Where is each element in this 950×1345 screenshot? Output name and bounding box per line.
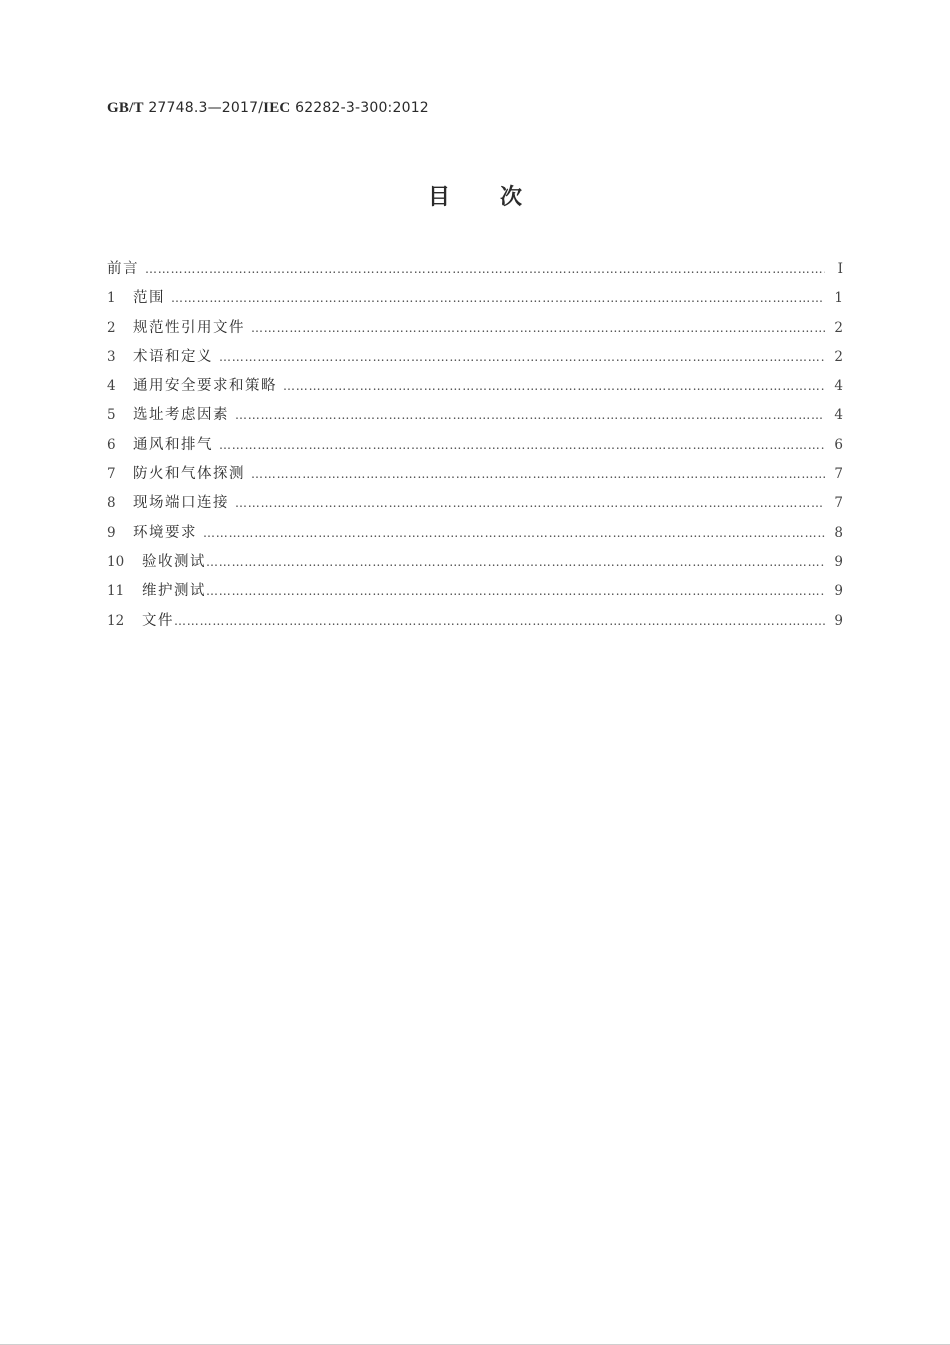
- toc-entry-page: 6: [834, 436, 843, 453]
- toc-entry-page: 9: [834, 612, 843, 629]
- toc-entry-1[interactable]: [107, 286, 843, 315]
- title-char-1: 目: [427, 185, 450, 210]
- iec-code: IEC: [263, 100, 291, 116]
- toc-dot-leader: [219, 350, 825, 364]
- toc-dot-leader: [251, 321, 825, 335]
- toc-entry-12[interactable]: [107, 609, 843, 638]
- toc-entry-label: 前言: [107, 261, 139, 277]
- toc-entry-7[interactable]: [107, 462, 843, 491]
- toc-entry-page: 8: [834, 524, 843, 541]
- toc-dot-leader: [145, 262, 825, 276]
- toc-entry-label: 验收测试: [142, 553, 206, 570]
- toc-entry-number: 10: [107, 553, 125, 570]
- toc-entry-number: 3: [107, 348, 116, 365]
- toc-dot-leader: [219, 438, 825, 452]
- standard-code: GB/T: [107, 100, 144, 116]
- toc-entry-number: 2: [107, 319, 116, 336]
- toc-dot-leader: [235, 408, 825, 422]
- toc-dot-leader: [251, 467, 825, 481]
- toc-entry-label: 选址考虑因素: [133, 407, 229, 424]
- toc-entry-number: 12: [107, 612, 125, 629]
- toc-dot-leader: [283, 379, 825, 393]
- toc-entry-label: 文件: [142, 612, 174, 629]
- standard-header: [107, 100, 429, 117]
- toc-entry-number: 6: [107, 436, 116, 453]
- toc-entry-page: 7: [834, 466, 843, 483]
- toc-entry-label: 维护测试: [142, 583, 206, 600]
- title-char-2: 次: [500, 185, 523, 210]
- toc-dot-leader: [235, 496, 825, 510]
- toc-entry-8[interactable]: [107, 491, 843, 520]
- toc-entry-label: 范围: [133, 290, 165, 307]
- toc-entry-label: 规范性引用文件: [133, 319, 245, 336]
- toc-entry-page: 4: [834, 378, 843, 395]
- toc-entry-page: 2: [834, 348, 843, 365]
- toc-entry-6[interactable]: [107, 433, 843, 462]
- toc-entry-2[interactable]: [107, 316, 843, 345]
- toc-entry-number: 5: [107, 407, 116, 424]
- toc-entry-page: 1: [834, 290, 843, 307]
- toc-entry-number: 8: [107, 495, 116, 512]
- toc-dot-leader: [206, 584, 825, 598]
- toc-entry-page: 9: [834, 583, 843, 600]
- toc-entry-10[interactable]: [107, 550, 843, 579]
- toc-entry-label: 现场端口连接: [133, 495, 229, 512]
- iec-number: 62282-3-300:2012: [295, 100, 429, 116]
- page-title: [0, 180, 950, 211]
- toc-entry-page: 9: [834, 553, 843, 570]
- toc-entry-4[interactable]: [107, 374, 843, 403]
- toc-entry-9[interactable]: [107, 521, 843, 550]
- toc-entry-label: 环境要求: [133, 524, 197, 541]
- toc-entry-page: 7: [834, 495, 843, 512]
- toc-entry-number: 1: [107, 290, 116, 307]
- toc-entry-label: 术语和定义: [133, 348, 213, 365]
- toc-dot-leader: [203, 526, 825, 540]
- toc-dot-leader: [171, 291, 825, 305]
- toc-entry-number: 9: [107, 524, 116, 541]
- toc-entry-label: 通风和排气: [133, 436, 213, 453]
- toc-entry-number: 7: [107, 466, 116, 483]
- toc-dot-leader: [174, 614, 825, 628]
- toc-entry-page: 2: [834, 319, 843, 336]
- toc-entry-number: 4: [107, 378, 116, 395]
- toc-entry-label: 防火和气体探测: [133, 466, 245, 483]
- toc-entry-foreword[interactable]: [107, 257, 843, 286]
- toc-entry-number: 11: [107, 583, 125, 600]
- toc-entry-page: Ⅰ: [837, 261, 843, 277]
- toc-entry-11[interactable]: [107, 579, 843, 608]
- toc-entry-label: 通用安全要求和策略: [133, 378, 277, 395]
- table-of-contents: [107, 257, 843, 638]
- toc-entry-page: 4: [834, 407, 843, 424]
- toc-dot-leader: [206, 555, 825, 569]
- standard-number: 27748.3—2017/: [148, 100, 264, 116]
- toc-entry-5[interactable]: [107, 403, 843, 432]
- toc-entry-3[interactable]: [107, 345, 843, 374]
